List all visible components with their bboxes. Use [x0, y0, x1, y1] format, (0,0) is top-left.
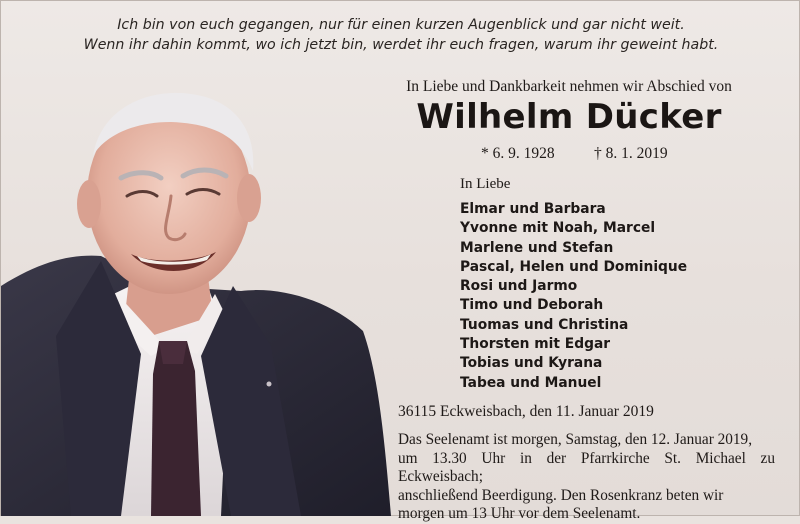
family-member: Rosi und Jarmo	[460, 278, 578, 295]
notice-line-3: anschließend Beerdigung. Den Rosenkranz beten wir	[398, 486, 724, 504]
family-member: Tobias und Kyrana	[460, 355, 603, 372]
family-member: Timo und Deborah	[460, 297, 604, 314]
family-member: Elmar und Barbara	[460, 201, 606, 217]
deceased-name: Wilhelm Dücker	[416, 97, 722, 137]
notice-line-2: um 13.30 Uhr in der Pfarrkirche St. Michael zu Eckweisbach;	[398, 449, 775, 486]
farewell-intro: In Liebe und Dankbarkeit nehmen wir Abschied von	[406, 78, 732, 95]
place-and-date: 36115 Eckweisbach, den 11. Januar 2019	[398, 403, 654, 420]
family-member: Tabea und Manuel	[460, 374, 602, 391]
poem-line-2: Wenn ihr dahin kommt, wo ich jetzt bin, werdet ihr euch fragen, warum ihr geweint habt.	[83, 37, 719, 53]
notice-line-4: morgen um 13 Uhr vor dem Seelenamt.	[398, 505, 641, 523]
poem	[1, 15, 800, 55]
in-love-label: In Liebe	[460, 176, 511, 192]
family-list	[460, 200, 687, 393]
poem-line-1: Ich bin von euch gegangen, nur für einen kurzen Augenblick und gar nicht weit.	[117, 17, 685, 33]
family-member: Yvonne mit Noah, Marcel	[460, 220, 656, 237]
notice-line-1: Das Seelenamt ist morgen, Samstag, den 12. Januar 2019,	[398, 431, 753, 448]
funeral-notice	[398, 431, 775, 524]
birth-date: * 6. 9. 1928	[481, 145, 555, 162]
death-date: † 8. 1. 2019	[594, 145, 668, 162]
family-member: Pascal, Helen und Dominique	[460, 258, 688, 275]
family-member: Marlene und Stefan	[460, 239, 614, 256]
family-member: Thorsten mit Edgar	[460, 336, 611, 353]
family-member: Tuomas und Christina	[460, 316, 629, 333]
portrait-photo	[1, 86, 393, 516]
